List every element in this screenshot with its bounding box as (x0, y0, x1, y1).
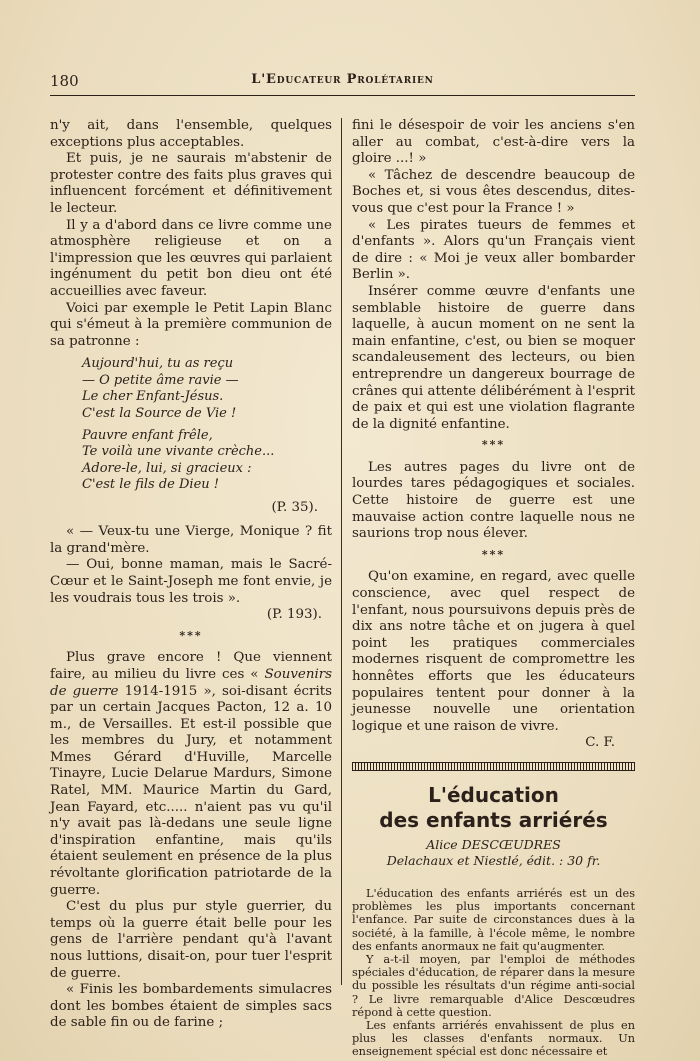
author-signature: C. F. (585, 735, 615, 751)
book-publisher: Delachaux et Niestlé, édit. : 30 fr. (386, 852, 601, 868)
paragraph: — Oui, bonne maman, mais le Sacré-Cœur et le Saint-Joseph me font envie, je les voudrais tous les trois ». (50, 557, 332, 606)
decorative-rule (352, 762, 635, 771)
book-title-line: L'éducation (428, 782, 559, 807)
poem-line: Te voilà une vivante crèche... (82, 444, 275, 460)
poem (82, 356, 332, 493)
section-separator: *** (481, 438, 506, 452)
poem-line: Aujourd'hui, tu as reçu (82, 356, 234, 372)
paragraph: « Finis les bombardements simulacres dont les bombes étaient de simples sacs de sable fin ou de farine ; (50, 982, 332, 1031)
poem-line: C'est le fils de Dieu ! (82, 477, 220, 493)
poem-stanza (82, 428, 332, 494)
section-separator: *** (179, 628, 203, 642)
poem-line: — O petite âme ravie — (82, 372, 239, 388)
text-segment: 1914-1915 », soi-disant écrits par un certain Jacques Pacton, 12 a. 10 m., de Versailles. Et est-il possible que les membres du Jury, et notamment Mmes Gérard d'Huville, Marcelle Tinayre, Lucie Delarue Mardurs, Simone Ratel, MM. Maurice Martin du Gard, Jean Fayard, etc..... n'aient pas vu qu'il n'y avait pas là-dedans une seule ligne d'inspiration enfantine, mais qu'ils étaient seulement en présence de la plus révoltante glorification patriotarde de la guerre. (50, 683, 332, 898)
poem-line: C'est la Source de Vie ! (82, 405, 237, 421)
paragraph (50, 650, 332, 899)
header-rule (50, 95, 635, 96)
left-column (50, 118, 332, 1032)
review-paragraph: Y a-t-il moyen, par l'emploi de méthodes spéciales d'éducation, de réparer dans la mesure du possible les résultats d'un régime anti-social ? Le livre remarquable d'Alice Descœudres répond à cette question. (352, 952, 635, 1019)
review-paragraph: L'éducation des enfants arriérés est un des problèmes les plus importants concernant l'enfance. Par suite de circonstances dues à la société, à la famille, à l'école même, le nombre des enfants anormaux ne fait qu'augmenter. (352, 886, 635, 953)
page-number: 180 (50, 72, 79, 90)
paragraph: Qu'on examine, en regard, avec quelle conscience, avec quel respect de l'enfant, nous poursuivons depuis près de dix ans notre tâche et on jugera à quel point les pratiques commerciales modernes risquent de compromettre les honnêtes efforts que les éducateurs populaires tentent pour donner à la jeunesse nouvelle une orientation logique et une raison de vivre. (352, 569, 635, 734)
section-separator: *** (481, 547, 506, 561)
paragraph: « — Veux-tu une Vierge, Monique ? fit la grand'mère. (50, 524, 332, 556)
book-review (352, 887, 635, 1059)
paragraph: « Les pirates tueurs de femmes et d'enfants ». Alors qu'un Français vient de dire : « Moi je veux aller bombarder Berlin ». (352, 217, 635, 283)
review-paragraph: Les enfants arriérés envahissent de plus en plus les classes d'enfants normaux. Un enseignement spécial est donc nécessaire et (352, 1019, 635, 1059)
paragraph: C'est du plus pur style guerrier, du temps où la guerre était belle pour les gens de l'arrière pendant qu'à l'avant nous luttions, disait-on, pour tuer l'esprit de guerre. (50, 899, 332, 981)
book-author: Alice DESCŒUDRES (426, 836, 561, 852)
page-header (50, 70, 635, 94)
paragraph: « Tâchez de descendre beaucoup de Boches et, si vous êtes descendus, dites-vous que c'est pour la France ! » (352, 167, 635, 216)
page-reference: (P. 193). (266, 607, 322, 623)
poem-line: Le cher Enfant-Jésus. (82, 389, 224, 405)
poem-stanza (82, 356, 332, 422)
paragraph: Insérer comme œuvre d'enfants une semblable histoire de guerre dans laquelle, à aucun moment on ne sent la main enfantine, c'est, ou bien se moquer scandaleusement des lecteurs, ou bien entreprendre un dangereux bourrage de crânes qui attente délibérément à l'esprit de paix et qui est une violation flagrante de la dignité enfantine. (352, 283, 635, 432)
paragraph: fini le désespoir de voir les anciens s'en aller au combat, c'est-à-dire vers la gloire ...! » (352, 118, 635, 167)
column-divider (341, 118, 342, 985)
paragraph: Les autres pages du livre ont de lourdes tares pédagogiques et sociales. Cette histoire de guerre est une mauvaise action contre laquelle nous ne saurions trop nous élever. (352, 459, 635, 542)
book-title-line: des enfants arriérés (379, 807, 608, 832)
paragraph: Voici par exemple le Petit Lapin Blanc qui s'émeut à la première communion de sa patronne : (50, 300, 332, 349)
poem-line: Pauvre enfant frêle, (82, 427, 213, 443)
paragraph: n'y ait, dans l'ensemble, quelques exceptions plus acceptables. (50, 118, 332, 150)
poem-line: Adore-le, lui, si gracieux : (82, 460, 252, 476)
text-segment: Plus grave encore ! Que viennent faire, au milieu du livre ces « (50, 650, 332, 682)
paragraph: Il y a d'abord dans ce livre comme une atmosphère religieuse et on a l'impression que les œuvres qui parlaient ingénument du petit bon dieu ont été accueillies avec faveur. (50, 217, 332, 299)
book-section-title: Souvenirs de guerre (50, 666, 332, 699)
paragraph: Et puis, je ne saurais m'abstenir de protester contre des faits plus graves qui influencent forcément et définitivement le lecteur. (50, 151, 332, 216)
journal-title: L'Educateur Prolétarien (251, 72, 434, 87)
book-title (352, 783, 635, 833)
right-column (352, 118, 635, 1059)
page-reference: (P. 35). (271, 499, 318, 515)
